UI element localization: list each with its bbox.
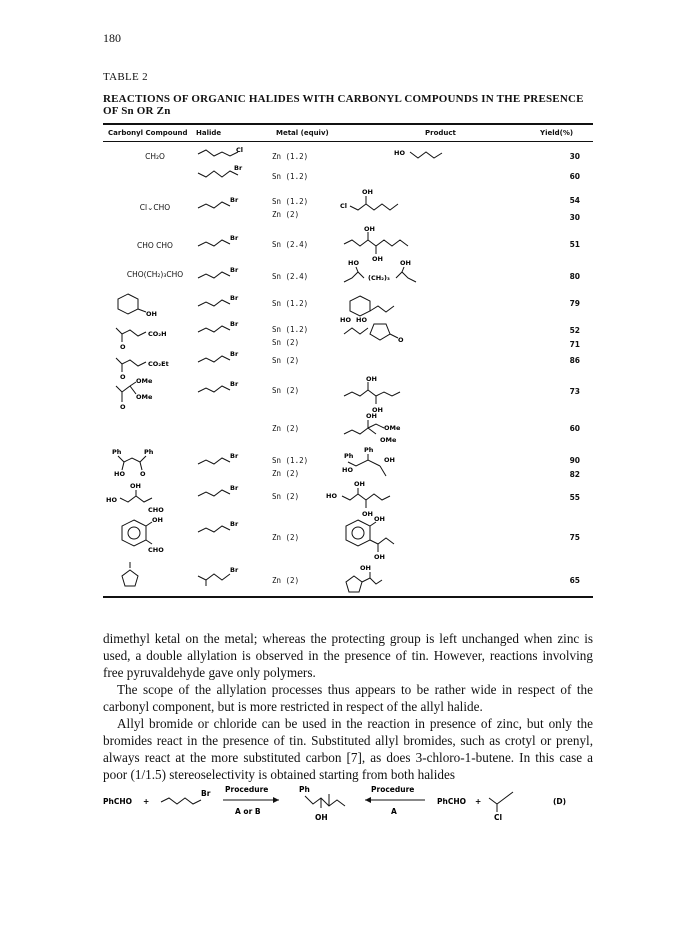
product-label: HO: [394, 149, 405, 157]
product-label: OMe: [384, 424, 401, 432]
svg-text:O: O: [120, 403, 126, 411]
svg-text:OH: OH: [372, 255, 383, 263]
svg-text:O: O: [120, 373, 126, 381]
metal-cell: Sn (2): [272, 338, 300, 347]
halide-label: Br: [230, 320, 239, 328]
header-halide: Halide: [196, 129, 222, 137]
carbonyl-structure: [112, 514, 182, 554]
svg-text:HO: HO: [356, 316, 367, 324]
carbonyl-cell: CH₂O: [145, 152, 165, 161]
svg-text:Cl: Cl: [340, 202, 347, 210]
scheme-label: (D): [553, 797, 567, 806]
carbonyl-cell: CHO(CH₂)₃CHO: [126, 270, 184, 279]
carbonyl-cell: OH: [130, 482, 141, 490]
header-metal: Metal (equiv): [276, 129, 329, 137]
metal-cell: Sn (2.4): [272, 272, 309, 281]
metal-cell: Sn (2): [272, 492, 300, 501]
svg-text:OH: OH: [366, 412, 377, 420]
halide-label: Br: [230, 294, 239, 302]
svg-text:CHO: CHO: [148, 506, 164, 514]
scheme-reagent: PhCHO: [103, 797, 132, 806]
svg-text:OMe: OMe: [136, 393, 153, 401]
halide-structure: [196, 380, 246, 396]
yield-cell: 71: [569, 340, 580, 349]
product-structure: [340, 316, 420, 344]
svg-text:OH: OH: [362, 510, 373, 518]
yield-cell: 51: [569, 240, 580, 249]
halide-structure: [196, 234, 246, 250]
yield-cell: 90: [569, 456, 580, 465]
halide-structure: [196, 294, 246, 310]
carbonyl-structure: [106, 480, 182, 514]
carbonyl-structure: [112, 446, 182, 478]
carbonyl-structure: [118, 558, 158, 590]
svg-text:Ph: Ph: [344, 452, 354, 460]
product-label: OH: [362, 188, 373, 196]
svg-text:CHO: CHO: [148, 546, 164, 554]
arrow-top-label: Procedure: [371, 785, 415, 794]
svg-text:OH: OH: [400, 259, 411, 267]
svg-text:OH: OH: [372, 406, 383, 414]
table-top-rule: [103, 123, 593, 125]
carbonyl-cell: Cl⌄CHO: [139, 203, 171, 212]
halide-structure: [196, 196, 246, 212]
halide-label: Cl: [236, 146, 243, 154]
halide-structure: [196, 320, 246, 336]
halide-label: Br: [230, 520, 239, 528]
header-yield: Yield(%): [540, 129, 574, 137]
paragraph: dimethyl ketal on the metal; whereas the protecting group is left unchanged when zinc is used, a double allylation is observed in the presence of tin. However, reactions involving free pyruvaldehyde gave only polymers.: [103, 631, 593, 680]
metal-cell: Zn (2): [272, 424, 300, 433]
yield-cell: 60: [569, 172, 580, 181]
halide-structure: [196, 520, 246, 536]
page-number: 180: [103, 31, 121, 45]
halide-label: Br: [230, 484, 239, 492]
arrow-bottom-label: A: [391, 807, 397, 816]
svg-text:HO: HO: [114, 470, 125, 478]
product-label: OH: [364, 225, 375, 233]
product-label: O: [398, 336, 404, 344]
yield-cell: 52: [569, 326, 580, 335]
yield-cell: 80: [569, 272, 580, 281]
metal-cell: Zn (2): [272, 533, 300, 542]
scheme-plus: +: [143, 797, 150, 806]
metal-cell: Zn (2): [272, 210, 300, 219]
metal-cell: Zn (2): [272, 469, 300, 478]
yield-cell: 65: [569, 576, 580, 585]
scheme-halide-structure: [161, 798, 201, 804]
arrow-bottom-label: A or B: [235, 807, 261, 816]
svg-text:O: O: [140, 470, 146, 478]
product-label: HO: [340, 316, 351, 324]
product-ph: Ph: [299, 785, 310, 794]
yield-cell: 79: [569, 299, 580, 308]
yield-cell: 82: [569, 470, 580, 479]
yield-cell: 75: [569, 533, 580, 542]
svg-text:O: O: [120, 343, 126, 351]
halide-label: Br: [230, 266, 239, 274]
svg-text:OH: OH: [384, 456, 395, 464]
reaction-scheme: [103, 778, 593, 858]
product-structure: [340, 410, 420, 446]
product-structure: [340, 374, 420, 414]
svg-text:HO: HO: [106, 496, 117, 504]
header-carbonyl: Carbonyl Compound: [108, 129, 188, 137]
halide-structure: [196, 452, 246, 468]
product-structure: [340, 258, 430, 288]
carbonyl-structure: [112, 374, 182, 412]
halide-label: Br: [230, 234, 239, 242]
left-arrow-head: [365, 797, 371, 803]
metal-cell: Zn (1.2): [272, 152, 309, 161]
halide-label: Br: [234, 164, 243, 172]
metal-cell: Sn (1.2): [272, 325, 309, 334]
product-label: OH: [354, 480, 365, 488]
carbonyl-cell: OH: [152, 516, 163, 524]
table-title: REACTIONS OF ORGANIC HALIDES WITH CARBONYL COMPOUNDS IN THE PRESENCE OF Sn OR Zn: [103, 93, 584, 117]
halide-structure: [196, 165, 246, 181]
carbonyl-cell: CO₂H: [148, 330, 167, 338]
yield-cell: 55: [569, 493, 580, 502]
body-text: [103, 630, 593, 783]
scheme-halide-label: Br: [201, 789, 211, 798]
carbonyl-cell: OMe: [136, 377, 153, 385]
metal-cell: Sn (2): [272, 356, 300, 365]
scheme-reagent: PhCHO: [437, 797, 466, 806]
svg-text:OMe: OMe: [380, 436, 397, 444]
metal-cell: Sn (1.2): [272, 299, 309, 308]
yield-cell: 30: [569, 213, 580, 222]
scheme-product-structure: [305, 796, 345, 806]
carbonyl-cell: CO₂Et: [148, 360, 169, 368]
carbonyl-cell: OH: [146, 310, 157, 318]
product-label: OH: [374, 515, 385, 523]
yield-cell: 60: [569, 424, 580, 433]
halide-label: Br: [230, 350, 239, 358]
halide-structure: [196, 266, 246, 282]
product-label: OH: [360, 564, 371, 572]
product-structure: [340, 562, 400, 594]
halide-label: Br: [230, 566, 239, 574]
product-label: OH: [366, 375, 377, 383]
carbonyl-structure: [112, 320, 182, 350]
paragraph: Allyl bromide or chloride can be used in the reaction in presence of zinc, but only the bromides react in the presence of tin. Substituted allyl bromides, such as crotyl or prenyl, always react at the more substituted carbon [7], as does 3-chloro-1-butene. In this case a poor (1/1.5) stereoselectivity is obtained starting from both halides: [103, 716, 593, 782]
carbonyl-structure: [112, 290, 182, 320]
svg-text:OH: OH: [374, 553, 385, 561]
table-bottom-rule: [103, 596, 593, 598]
product-label: (CH₂)₃: [368, 274, 390, 282]
product-structure: [340, 444, 420, 480]
metal-cell: Sn (1.2): [272, 197, 309, 206]
yield-cell: 30: [569, 152, 580, 161]
metal-cell: Sn (2.4): [272, 240, 309, 249]
scheme-chloride-structure: [489, 792, 513, 804]
svg-text:HO: HO: [342, 466, 353, 474]
halide-label: Br: [230, 452, 239, 460]
metal-cell: Sn (1.2): [272, 456, 309, 465]
product-structure: [394, 146, 454, 162]
carbonyl-cell: CHO CHO: [137, 241, 173, 250]
product-structure: [340, 512, 420, 560]
product-oh: OH: [315, 813, 328, 822]
header-product: Product: [425, 129, 456, 137]
yield-cell: 54: [569, 196, 580, 205]
halide-label: Br: [230, 196, 239, 204]
metal-cell: Sn (2): [272, 386, 300, 395]
svg-text:Ph: Ph: [144, 448, 154, 456]
carbonyl-cell: Ph: [112, 448, 122, 456]
product-label: Ph: [364, 446, 374, 454]
table-header-rule: [103, 141, 593, 142]
paragraph: The scope of the allylation processes thus appears to be rather wide in respect of the carbonyl component, but is more restricted in respect of the allyl halide.: [103, 682, 593, 714]
product-structure: [340, 226, 420, 262]
product-structure: [340, 186, 410, 216]
halide-structure: [196, 146, 246, 162]
metal-cell: Zn (2): [272, 576, 300, 585]
halide-structure: [196, 350, 246, 366]
yield-cell: 73: [569, 387, 580, 396]
svg-text:HO: HO: [348, 259, 359, 267]
table-label: TABLE 2: [103, 71, 148, 83]
halide-structure: [196, 484, 246, 500]
scheme-plus: +: [475, 797, 482, 806]
yield-cell: 86: [569, 356, 580, 365]
halide-label: Br: [230, 380, 239, 388]
right-arrow-head: [273, 797, 279, 803]
scheme-chloride-label: Cl: [494, 813, 503, 822]
halide-structure: [196, 566, 246, 586]
svg-text:HO: HO: [326, 492, 337, 500]
arrow-top-label: Procedure: [225, 785, 269, 794]
metal-cell: Sn (1.2): [272, 172, 309, 181]
